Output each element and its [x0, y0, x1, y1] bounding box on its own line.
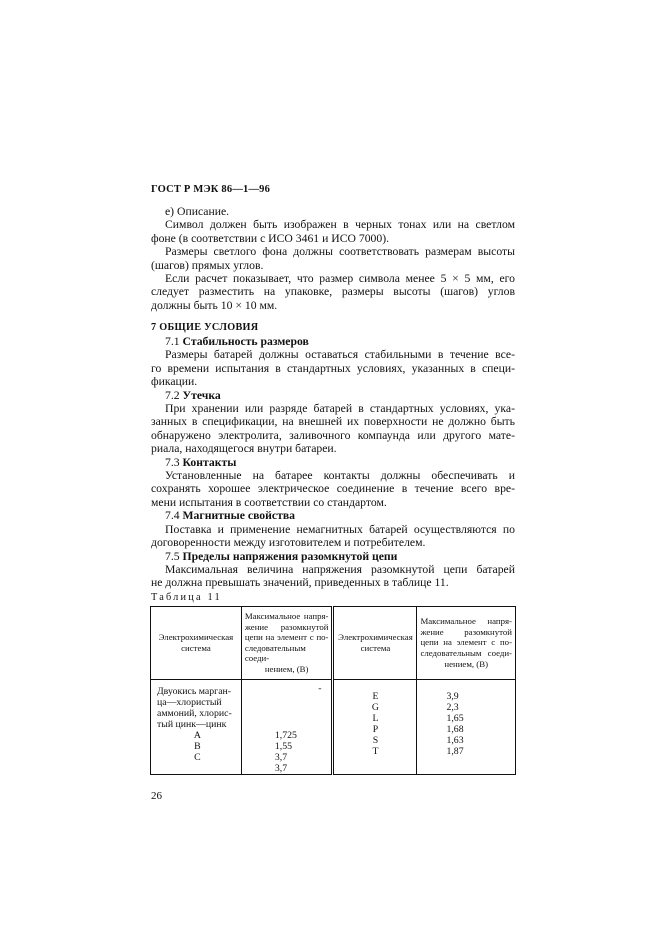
s72-line1: При хранении или разряде батарей в стандартных условиях, ука-: [165, 402, 515, 416]
left-desc-line4: тый цинк—цинк: [157, 718, 227, 730]
left-system-a: A: [193, 729, 201, 741]
header-voltage-right-line3: цепи на элемент с по-: [420, 637, 512, 648]
header-voltage-left-line5: нением, (В): [264, 663, 309, 674]
right-system-cell: [333, 679, 417, 774]
description-heading: е) Описание.: [165, 205, 230, 218]
right-system-s: S: [372, 734, 379, 746]
s72-line3: обнаружено электролита, заливочного компаунда или другого мате-: [151, 428, 515, 442]
description-p3-line1: Если расчет показывает, что размер символа менее 5 × 5 мм, его: [165, 272, 515, 286]
subsection-7-1-title: Стабильность размеров: [182, 335, 309, 348]
subsection-7-5-title: Пределы напряжения разомкнутой цепи: [182, 549, 398, 563]
description-p3-line2: следует разместить на упаковке, размеры высоты (шагов) углов: [151, 285, 515, 299]
s74-line2: договоренности между изготовителем и потребителем.: [151, 536, 426, 550]
right-system-l: L: [372, 712, 379, 724]
header-voltage-right-line5: нением, (В): [444, 658, 489, 669]
left-voltage-2: 1,55: [274, 740, 292, 752]
subsection-7-3-title: Контакты: [182, 455, 237, 469]
right-voltage-4: 1,68: [446, 723, 464, 735]
page-number: 26: [151, 790, 162, 802]
s71-line3: фикации.: [151, 375, 198, 389]
description-p1-line1: Символ должен быть изображен в черных тонах или на светлом: [165, 218, 515, 232]
description-p2-line1: Размеры светлого фона должны соответствовать размерам высоты: [165, 245, 515, 259]
subsection-7-3-number: 7.3: [165, 455, 180, 469]
subsection-7-5-number: 7.5: [165, 549, 180, 563]
s71-line2: го времени испытания в стандартных условиях, указанных в специ-: [151, 361, 515, 375]
header-system-left-line2: система: [181, 642, 211, 653]
header-system-right-line2: система: [360, 642, 391, 653]
voltage-table: [150, 606, 516, 775]
left-voltage-4: 3,7: [274, 762, 288, 774]
left-desc-line1: Двуокись марган-: [157, 685, 232, 697]
s73-line2: сохранять хорошее электрическое соединение в течение всего вре-: [151, 482, 515, 496]
left-system-c: C: [194, 751, 201, 763]
s74-line1: Поставка и применение немагнитных батарей осуществляются по: [165, 522, 515, 536]
subsection-7-5-heading: [151, 550, 515, 563]
subsection-7-1-number: 7.1: [165, 335, 180, 348]
left-system-b: B: [194, 740, 201, 752]
left-voltage-3: 3,7: [274, 751, 288, 763]
header-system-left: [151, 607, 242, 680]
right-system-g: G: [371, 701, 379, 713]
right-voltage-1: 3,9: [446, 690, 459, 702]
header-voltage-left-line3: цепи на элемент с по-: [244, 632, 329, 643]
document-code-header: ГОСТ Р МЭК 86—1—96: [151, 184, 271, 195]
header-voltage-right-line1: Максимальное напря-: [420, 616, 512, 627]
subsection-7-3-heading: [151, 456, 515, 469]
subsection-7-2-heading: [151, 389, 515, 402]
description-block: [151, 205, 515, 312]
right-system-p: P: [372, 723, 379, 735]
subsection-7-4-number: 7.4: [165, 509, 180, 523]
header-system-right-line1: Электрохимическая: [338, 631, 413, 642]
s72-line4: риала, находящегося внутри батареи.: [151, 442, 337, 456]
description-p2-line2: (шагов) прямых углов.: [151, 258, 264, 272]
header-system-right: [333, 607, 417, 680]
right-voltage-6: 1,87: [446, 745, 464, 757]
header-voltage-right: [417, 607, 516, 680]
description-p1-line2: фоне (в соответствии с ИСО 3461 и ИСО 7000).: [151, 231, 390, 245]
header-voltage-left: [241, 607, 333, 680]
s71-line1: Размеры батарей должны оставаться стабильными в течение все-: [165, 348, 515, 362]
s73-line3: мени испытания в соответствии со стандартом.: [151, 495, 387, 509]
header-voltage-left-line2: жение разомкнутой: [244, 621, 329, 632]
subsection-7-1-heading: [151, 335, 515, 348]
subsection-7-2-number: 7.2: [165, 388, 180, 402]
right-voltage-cell: [417, 679, 516, 774]
table-caption: Таблица 11: [151, 592, 222, 603]
section-7-body: [151, 335, 515, 590]
right-voltage-5: 1,63: [446, 734, 464, 746]
left-system-cell: [151, 679, 242, 774]
subsection-7-4-title: Магнитные свойства: [182, 509, 295, 523]
s73-line1: Установленные на батарее контакты должны обеспечивать и: [165, 469, 515, 483]
header-voltage-right-line4: следовательным соеди-: [420, 648, 512, 659]
subsection-7-4-heading: [151, 509, 515, 522]
right-voltage-3: 1,65: [446, 712, 464, 724]
left-desc-line3: аммоний, хлорис-: [157, 707, 232, 719]
s75-line1: Максимальная величина напряжения разомкнутой цепи батарей: [165, 562, 515, 576]
header-voltage-left-line1: Максимальное напря-: [244, 611, 329, 621]
right-system-e: E: [372, 690, 379, 702]
header-voltage-right-line2: жение разомкнутой: [420, 626, 512, 637]
left-desc-line2: ца—хлористый: [157, 696, 222, 708]
s72-line2: занных в спецификации, на внешней их поверхности не должно быть: [151, 415, 515, 429]
s75-line2: не должна превышать значений, приведенных в таблице 11.: [151, 576, 449, 590]
right-voltage-2: 2,3: [446, 701, 459, 713]
right-system-t: T: [372, 745, 379, 757]
dash-mark: -: [318, 682, 322, 694]
section-7-title: 7 ОБЩИЕ УСЛОВИЯ: [151, 322, 259, 333]
description-p3-line3: должны быть 10 × 10 мм.: [151, 298, 278, 312]
subsection-7-2-title: Утечка: [182, 388, 221, 402]
left-voltage-1: 1,725: [274, 729, 297, 741]
left-voltage-cell: [241, 679, 333, 774]
header-system-left-line1: Электрохимическая: [158, 631, 234, 642]
header-voltage-left-line4: следовательным соеди-: [244, 642, 306, 664]
